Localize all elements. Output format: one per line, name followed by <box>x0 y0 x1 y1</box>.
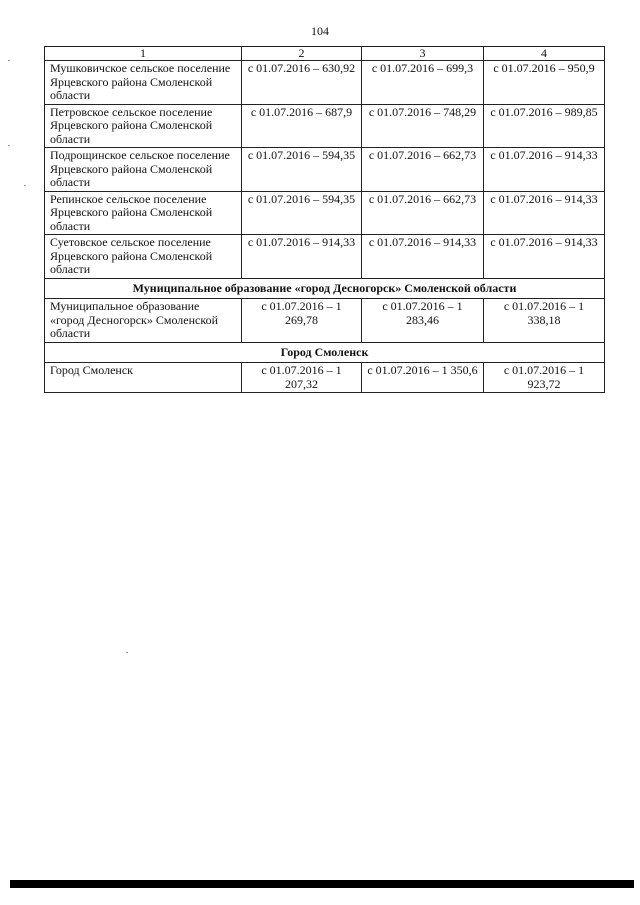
table-row <box>45 191 605 235</box>
settlement-name: Подрощинское сельское поселение Ярцевского района Смоленской области <box>45 148 242 192</box>
tariff-value: с 01.07.2016 – 662,73 <box>362 148 484 192</box>
table-row <box>45 61 605 105</box>
tariff-value: с 01.07.2016 – 914,33 <box>242 235 362 279</box>
tariff-table <box>44 46 605 393</box>
section-row <box>45 278 605 299</box>
tariff-value: с 01.07.2016 – 630,92 <box>242 61 362 105</box>
column-header: 1 <box>45 47 242 61</box>
tariff-value: с 01.07.2016 – 1 283,46 <box>362 299 484 343</box>
tariff-value: с 01.07.2016 – 914,33 <box>484 191 605 235</box>
tariff-value: с 01.07.2016 – 662,73 <box>362 191 484 235</box>
settlement-name: Суетовское сельское поселение Ярцевского района Смоленской области <box>45 235 242 279</box>
column-header: 3 <box>362 47 484 61</box>
section-row <box>45 342 605 363</box>
settlement-name: Муниципальное образование «город Десногорск» Смоленской области <box>45 299 242 343</box>
tariff-value: с 01.07.2016 – 914,33 <box>362 235 484 279</box>
settlement-name: Репинское сельское поселение Ярцевского района Смоленской области <box>45 191 242 235</box>
table-row <box>45 104 605 148</box>
tariff-value: с 01.07.2016 – 1 207,32 <box>242 363 362 393</box>
column-header: 4 <box>484 47 605 61</box>
scan-edge-bar <box>10 880 634 888</box>
scan-speck <box>24 185 26 186</box>
tariff-value: с 01.07.2016 – 1 923,72 <box>484 363 605 393</box>
table-row <box>45 235 605 279</box>
tariff-value: с 01.07.2016 – 1 338,18 <box>484 299 605 343</box>
table-row <box>45 299 605 343</box>
settlement-name: Петровское сельское поселение Ярцевского района Смоленской области <box>45 104 242 148</box>
settlement-name: Мушковичское сельское поселение Ярцевского района Смоленской области <box>45 61 242 105</box>
tariff-value: с 01.07.2016 – 687,9 <box>242 104 362 148</box>
table-row <box>45 148 605 192</box>
tariff-value: с 01.07.2016 – 699,3 <box>362 61 484 105</box>
tariff-value: с 01.07.2016 – 914,33 <box>484 235 605 279</box>
tariff-value: с 01.07.2016 – 594,35 <box>242 191 362 235</box>
tariff-value: с 01.07.2016 – 989,85 <box>484 104 605 148</box>
column-header: 2 <box>242 47 362 61</box>
scan-speck <box>126 652 128 653</box>
tariff-value: с 01.07.2016 – 950,9 <box>484 61 605 105</box>
table-header-row <box>45 47 605 61</box>
section-title: Муниципальное образование «город Десногорск» Смоленской области <box>45 278 605 299</box>
tariff-value: с 01.07.2016 – 1 350,6 <box>362 363 484 393</box>
tariff-value: с 01.07.2016 – 748,29 <box>362 104 484 148</box>
tariff-value: с 01.07.2016 – 1 269,78 <box>242 299 362 343</box>
page-number: 104 <box>311 24 329 38</box>
tariff-value: с 01.07.2016 – 914,33 <box>484 148 605 192</box>
table-row <box>45 363 605 393</box>
scan-speck <box>8 145 10 146</box>
section-title: Город Смоленск <box>45 342 605 363</box>
scan-speck <box>8 60 10 61</box>
settlement-name: Город Смоленск <box>45 363 242 393</box>
tariff-value: с 01.07.2016 – 594,35 <box>242 148 362 192</box>
